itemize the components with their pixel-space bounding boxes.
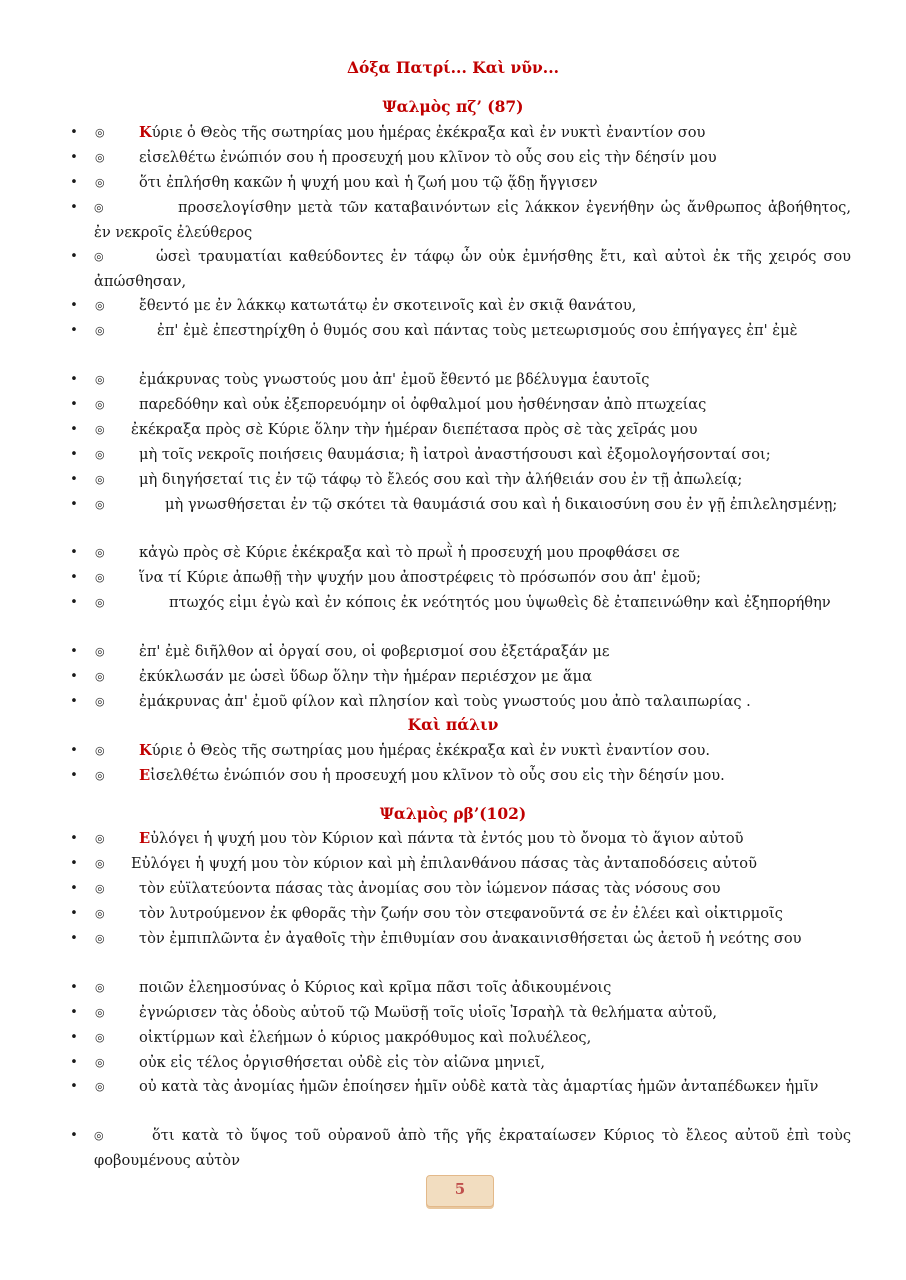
verse-list-item xyxy=(68,443,851,468)
verse-text: μὴ διηγήσεταί τις ἐν τῷ τάφῳ τὸ ἔλεός σου καὶ τὴν ἀλήθειάν σου ἐν τῇ ἀπωλείᾳ; xyxy=(139,471,743,488)
verse-list-item xyxy=(68,1051,851,1076)
verse-body xyxy=(94,245,851,294)
verse-body xyxy=(95,902,851,927)
spiral-icon: ◎ xyxy=(95,832,105,845)
verse-body xyxy=(95,827,851,852)
spiral-icon: ◎ xyxy=(95,398,105,411)
bullet-icon: • xyxy=(70,323,78,338)
verse-initial: Ε xyxy=(139,767,151,784)
verse-text: κἀγὼ πρὸς σὲ Κύριε ἐκέκραξα καὶ τὸ πρωῒ ἡ προσευχή μου προφθάσει σε xyxy=(139,544,680,561)
verse-text: ὐλόγει ἡ ψυχή μου τὸν Κύριον καὶ πάντα τὰ ἐντός μου τὸ ὄνομα τὸ ἅγιον αὐτοῦ xyxy=(150,830,744,847)
bullet-icon: • xyxy=(70,743,78,758)
verse-list-item xyxy=(68,368,851,393)
bullet-icon: • xyxy=(70,856,78,871)
again-heading: Καὶ πάλιν xyxy=(407,715,499,734)
verse-list-item xyxy=(68,171,851,196)
verse-text: ὡσεὶ τραυματίαι καθεύδοντες ἐν τάφῳ ὧν οὐκ ἐμνήσθης ἔτι, καὶ αὐτοὶ ἐκ τῆς χειρός σου ἀπώσθησαν, xyxy=(94,248,851,290)
verse-text: ὅτι κατὰ τὸ ὕψος τοῦ οὐρανοῦ ἀπὸ τῆς γῆς ἐκραταίωσεν Κύριος τὸ ἔλεος αὐτοῦ ἐπὶ τοὺς φοβουμένους αὐτὸν xyxy=(94,1127,851,1169)
spiral-icon: ◎ xyxy=(95,151,105,164)
spiral-icon: ◎ xyxy=(95,571,105,584)
verse-list-item xyxy=(68,541,851,566)
verse-text: τὸν ἐμπιπλῶντα ἐν ἀγαθοῖς τὴν ἐπιθυμίαν σου ἀνακαινισθήσεται ὡς ἀετοῦ ἡ νεότης σου xyxy=(139,930,802,947)
verse-list-item xyxy=(68,852,851,877)
verse-body xyxy=(95,566,851,591)
psalm-87-title: Ψαλμὸς πζ’ (87) xyxy=(382,97,524,116)
bullet-icon: • xyxy=(70,545,78,560)
verse-list-item xyxy=(68,1026,851,1051)
bullet-icon: • xyxy=(70,175,78,190)
bullet-icon: • xyxy=(70,150,78,165)
verse-body xyxy=(95,976,851,1001)
verse-list-item xyxy=(68,591,851,616)
bullet-icon: • xyxy=(70,125,78,140)
verse-list-item xyxy=(68,566,851,591)
page-number: 5 xyxy=(454,1180,466,1198)
verse-text: ἐμάκρυνας ἀπ' ἐμοῦ φίλον καὶ πλησίον καὶ τοὺς γνωστούς μου ἀπὸ ταλαιπωρίας . xyxy=(139,693,751,710)
verse-initial: Κ xyxy=(139,742,152,759)
verse-text: ἐπ' ἐμὲ ἐπεστηρίχθη ὁ θυμός σου καὶ πάντας τοὺς μετεωρισμούς σου ἐπήγαγες ἐπ' ἐμὲ xyxy=(157,322,798,339)
bullet-icon: • xyxy=(70,1055,78,1070)
verse-list-item xyxy=(68,739,851,764)
verse-text: οὐκ εἰς τέλος ὀργισθήσεται οὐδὲ εἰς τὸν αἰῶνα μηνιεῖ, xyxy=(139,1054,546,1071)
verse-body xyxy=(95,640,851,665)
bullet-icon: • xyxy=(70,980,78,995)
verse-body xyxy=(95,764,851,789)
bullet-icon: • xyxy=(70,1030,78,1045)
bullet-icon: • xyxy=(70,447,78,462)
verse-body xyxy=(95,1026,851,1051)
bullet-icon: • xyxy=(70,669,78,684)
verse-list-item xyxy=(70,245,851,294)
verse-list-item xyxy=(68,877,851,902)
spiral-icon: ◎ xyxy=(95,498,105,511)
verse-list-item xyxy=(68,1001,851,1026)
spiral-icon: ◎ xyxy=(94,250,104,263)
verse-text: Εὐλόγει ἡ ψυχή μου τὸν κύριον καὶ μὴ ἐπιλανθάνου πάσας τὰς ἀνταποδόσεις αὐτοῦ xyxy=(131,855,757,872)
spiral-icon: ◎ xyxy=(95,645,105,658)
verse-body xyxy=(95,1051,851,1076)
bullet-icon: • xyxy=(70,644,78,659)
spiral-icon: ◎ xyxy=(95,882,105,895)
verse-text: ἔθεντό με ἐν λάκκῳ κατωτάτῳ ἐν σκοτεινοῖς καὶ ἐν σκιᾷ θανάτου, xyxy=(139,297,637,314)
verse-body xyxy=(95,877,851,902)
verse-body xyxy=(95,852,851,877)
verse-list-item xyxy=(68,902,851,927)
spiral-icon: ◎ xyxy=(95,126,105,139)
verse-text: προσελογίσθην μετὰ τῶν καταβαινόντων εἰς λάκκον ἐγενήθην ὡς ἄνθρωπος ἀβοήθητος, ἐν νεκροῖς ἐλεύθερος xyxy=(94,199,851,241)
verse-text: ἐγνώρισεν τὰς ὁδοὺς αὐτοῦ τῷ Μωϋσῇ τοῖς υἱοῖς Ἰσραὴλ τὰ θελήματα αὐτοῦ, xyxy=(139,1004,718,1021)
bullet-icon: • xyxy=(70,422,78,437)
verse-body xyxy=(95,468,851,493)
verse-text: εἰσελθέτω ἐνώπιόν σου ἡ προσευχή μου κλῖνον τὸ οὖς σου εἰς τὴν δέησίν μου xyxy=(139,149,717,166)
spiral-icon: ◎ xyxy=(95,1080,105,1093)
verse-body xyxy=(94,1124,851,1173)
verse-body xyxy=(95,294,851,319)
verse-body xyxy=(95,493,851,518)
spiral-icon: ◎ xyxy=(95,324,105,337)
spiral-icon: ◎ xyxy=(95,769,105,782)
verse-list-item xyxy=(68,493,851,518)
spiral-icon: ◎ xyxy=(95,299,105,312)
verse-body xyxy=(95,121,851,146)
bullet-icon: • xyxy=(70,472,78,487)
verse-list-item xyxy=(68,1075,851,1100)
verse-text: παρεδόθην καὶ οὐκ ἐξεπορευόμην οἱ ὀφθαλμοί μου ἠσθένησαν ἀπὸ πτωχείας xyxy=(139,396,707,413)
verse-initial: Κ xyxy=(139,124,152,141)
verse-text: ύριε ὁ Θεὸς τῆς σωτηρίας μου ἡμέρας ἐκέκραξα καὶ ἐν νυκτὶ ἐναντίον σου. xyxy=(151,742,711,759)
spiral-icon: ◎ xyxy=(95,423,105,436)
verse-text: οἰκτίρμων καὶ ἐλεήμων ὁ κύριος μακρόθυμος καὶ πολυέλεος, xyxy=(139,1029,592,1046)
spiral-icon: ◎ xyxy=(95,744,105,757)
verse-list-item xyxy=(68,393,851,418)
bullet-icon: • xyxy=(70,768,78,783)
verse-body xyxy=(95,1075,851,1100)
spiral-icon: ◎ xyxy=(95,857,105,870)
verse-body xyxy=(95,541,851,566)
verse-text: ἐμάκρυνας τοὺς γνωστούς μου ἀπ' ἐμοῦ ἔθεντό με βδέλυγμα ἑαυτοῖς xyxy=(139,371,650,388)
verse-body xyxy=(95,319,851,344)
bullet-icon: • xyxy=(70,397,78,412)
verse-body xyxy=(95,1001,851,1026)
spiral-icon: ◎ xyxy=(95,981,105,994)
spiral-icon: ◎ xyxy=(95,695,105,708)
verse-list-item xyxy=(68,146,851,171)
verse-text: τὸν λυτρούμενον ἐκ φθορᾶς τὴν ζωήν σου τὸν στεφανοῦντά σε ἐν ἐλέει καὶ οἰκτιρμοῖς xyxy=(139,905,783,922)
bullet-icon: • xyxy=(70,831,78,846)
verse-text: ἐπ' ἐμὲ διῆλθον αἱ ὀργαί σου, οἱ φοβερισμοί σου ἐξετάραξάν με xyxy=(139,643,610,660)
verse-text: ἐκύκλωσάν με ὡσεὶ ὕδωρ ὅλην τὴν ἡμέραν περιέσχον με ἅμα xyxy=(139,668,593,685)
verse-list-item xyxy=(68,827,851,852)
doxa-heading: Δόξα Πατρί... Καὶ νῦν... xyxy=(346,58,559,77)
bullet-icon: • xyxy=(70,249,78,264)
spiral-icon: ◎ xyxy=(95,546,105,559)
verse-body xyxy=(94,196,851,245)
verse-list-item xyxy=(68,976,851,1001)
verse-body xyxy=(95,927,851,952)
verse-body xyxy=(95,171,851,196)
spiral-icon: ◎ xyxy=(95,932,105,945)
verse-text: ἐκέκραξα πρὸς σὲ Κύριε ὅλην τὴν ἡμέραν διεπέτασα πρὸς σὲ τὰς χεῖράς μου xyxy=(131,421,698,438)
verse-body xyxy=(95,418,851,443)
bullet-icon: • xyxy=(70,906,78,921)
verse-body xyxy=(95,739,851,764)
spiral-icon: ◎ xyxy=(95,1006,105,1019)
psalm-102-title: Ψαλμὸς ρβ’(102) xyxy=(379,804,527,823)
verse-list-item xyxy=(68,418,851,443)
verse-list-item xyxy=(68,640,851,665)
bullet-icon: • xyxy=(70,497,78,512)
verse-list-item xyxy=(68,764,851,789)
bullet-icon: • xyxy=(70,881,78,896)
verse-initial: Ε xyxy=(139,830,151,847)
verse-text: τὸν εὐϊλατεύοντα πάσας τὰς ἀνομίας σου τὸν ἰώμενον πάσας τὰς νόσους σου xyxy=(139,880,721,897)
spiral-icon: ◎ xyxy=(95,670,105,683)
verse-list-item xyxy=(68,121,851,146)
spiral-icon: ◎ xyxy=(95,907,105,920)
verse-text: ἵνα τί Κύριε ἀπωθῇ τὴν ψυχήν μου ἀποστρέφεις τὸ πρόσωπόν σου ἀπ' ἐμοῦ; xyxy=(139,569,702,586)
bullet-icon: • xyxy=(70,570,78,585)
verse-list-item xyxy=(68,294,851,319)
spiral-icon: ◎ xyxy=(95,448,105,461)
verse-list-item xyxy=(68,468,851,493)
verse-body xyxy=(95,690,851,715)
verse-text: πτωχός εἰμι ἐγὼ καὶ ἐν κόποις ἐκ νεότητός μου ὑψωθεὶς δὲ ἐταπεινώθην καὶ ἐξηπορήθην xyxy=(169,594,831,611)
verse-text: ύριε ὁ Θεὸς τῆς σωτηρίας μου ἡμέρας ἐκέκραξα καὶ ἐν νυκτὶ ἐναντίον σου xyxy=(151,124,706,141)
bullet-icon: • xyxy=(70,595,78,610)
verse-body xyxy=(95,146,851,171)
verse-list-item xyxy=(68,927,851,952)
verse-body xyxy=(95,591,851,616)
verse-text: ἰσελθέτω ἐνώπιόν σου ἡ προσευχή μου κλῖνον τὸ οὖς σου εἰς τὴν δέησίν μου. xyxy=(150,767,725,784)
verse-list-item xyxy=(68,690,851,715)
spiral-icon: ◎ xyxy=(95,373,105,386)
verse-body xyxy=(95,368,851,393)
bullet-icon: • xyxy=(70,1005,78,1020)
bullet-icon: • xyxy=(70,298,78,313)
spiral-icon: ◎ xyxy=(95,596,105,609)
bullet-icon: • xyxy=(70,1079,78,1094)
verse-list-item xyxy=(70,1124,851,1173)
verse-list-item xyxy=(68,665,851,690)
page-number-badge xyxy=(426,1175,494,1207)
verse-text: ὅτι ἐπλήσθη κακῶν ἡ ψυχή μου καὶ ἡ ζωή μου τῷ ᾅδῃ ἤγγισεν xyxy=(139,174,598,191)
spiral-icon: ◎ xyxy=(95,1056,105,1069)
verse-text: ποιῶν ἐλεημοσύνας ὁ Κύριος καὶ κρῖμα πᾶσι τοῖς ἀδικουμένοις xyxy=(139,979,612,996)
bullet-icon: • xyxy=(70,200,78,215)
spiral-icon: ◎ xyxy=(95,473,105,486)
verse-text: μὴ γνωσθήσεται ἐν τῷ σκότει τὰ θαυμάσιά σου καὶ ἡ δικαιοσύνη σου ἐν γῇ ἐπιλελησμένῃ; xyxy=(165,496,838,513)
bullet-icon: • xyxy=(70,372,78,387)
verse-body xyxy=(95,443,851,468)
verse-text: οὐ κατὰ τὰς ἀνομίας ἡμῶν ἐποίησεν ἡμῖν οὐδὲ κατὰ τὰς ἁμαρτίας ἡμῶν ἀνταπέδωκεν ἡμῖν xyxy=(139,1078,819,1095)
verse-list-item xyxy=(70,196,851,245)
verse-list-item xyxy=(68,319,851,344)
bullet-icon: • xyxy=(70,1128,78,1143)
spiral-icon: ◎ xyxy=(95,1031,105,1044)
bullet-icon: • xyxy=(70,694,78,709)
spiral-icon: ◎ xyxy=(94,1129,104,1142)
verse-body xyxy=(95,393,851,418)
spiral-icon: ◎ xyxy=(94,201,104,214)
bullet-icon: • xyxy=(70,931,78,946)
verse-text: μὴ τοῖς νεκροῖς ποιήσεις θαυμάσια; ἢ ἰατροὶ ἀναστήσουσι καὶ ἐξομολογήσονταί σοι; xyxy=(139,446,771,463)
spiral-icon: ◎ xyxy=(95,176,105,189)
verse-body xyxy=(95,665,851,690)
